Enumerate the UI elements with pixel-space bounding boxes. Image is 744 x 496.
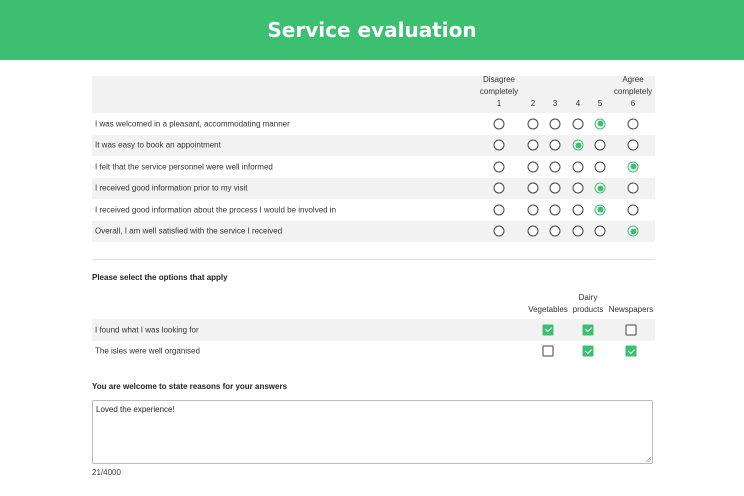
radio-option-6[interactable]	[628, 118, 639, 129]
radio-option-5[interactable]	[595, 183, 606, 194]
radio-option-5[interactable]	[595, 204, 606, 215]
col-header-1: Disagree completely 1	[479, 75, 519, 108]
radio-option-3[interactable]	[550, 183, 561, 194]
radio-option-5[interactable]	[595, 226, 606, 237]
header-bar	[0, 0, 744, 60]
reasons-textarea[interactable]	[92, 400, 653, 464]
radio-option-1[interactable]	[494, 183, 505, 194]
character-counter: 21/4000	[92, 468, 121, 477]
checkbox-newspapers[interactable]	[626, 324, 637, 335]
radio-option-1[interactable]	[494, 161, 505, 172]
radio-option-2[interactable]	[528, 204, 539, 215]
matrix-row-label: I received good information about the process I would be involved in	[95, 205, 337, 215]
radio-option-4[interactable]	[573, 118, 584, 129]
radio-option-6[interactable]	[628, 161, 639, 172]
radio-option-3[interactable]	[550, 161, 561, 172]
radio-option-5[interactable]	[595, 118, 606, 129]
radio-option-1[interactable]	[494, 140, 505, 151]
radio-option-2[interactable]	[528, 183, 539, 194]
radio-option-6[interactable]	[628, 226, 639, 237]
radio-option-3[interactable]	[550, 204, 561, 215]
matrix-row-label: Overall, I am well satisfied with the service I received	[95, 226, 283, 236]
matrix-row	[92, 199, 655, 221]
page-title: Service evaluation	[267, 18, 477, 42]
radio-option-1[interactable]	[494, 226, 505, 237]
options-row	[92, 319, 655, 341]
matrix-row-label: It was easy to book an appointment	[95, 140, 221, 150]
col-header-3: 3	[552, 99, 558, 108]
radio-option-6[interactable]	[628, 204, 639, 215]
section-divider	[92, 259, 655, 260]
radio-option-1[interactable]	[494, 118, 505, 129]
reasons-title: You are welcome to state reasons for your answers	[92, 382, 288, 391]
checkbox-newspapers[interactable]	[626, 346, 637, 357]
radio-option-4[interactable]	[573, 161, 584, 172]
checkbox-vegetables[interactable]	[543, 346, 554, 357]
radio-option-2[interactable]	[528, 161, 539, 172]
col-header-newspapers: Newspapers	[608, 305, 654, 314]
options-title: Please select the options that apply	[92, 273, 228, 282]
col-header-dairy: Dairy products	[572, 293, 604, 314]
resize-handle-icon[interactable]	[645, 456, 651, 462]
radio-option-1[interactable]	[494, 204, 505, 215]
checkbox-vegetables[interactable]	[543, 324, 554, 335]
matrix-header	[92, 76, 655, 113]
rating-matrix	[92, 76, 655, 242]
matrix-row-label: I was welcomed in a pleasant, accommodating manner	[95, 119, 290, 129]
matrix-row	[92, 221, 655, 243]
radio-option-5[interactable]	[595, 161, 606, 172]
matrix-row	[92, 178, 655, 200]
options-row	[92, 341, 655, 363]
radio-option-4[interactable]	[573, 204, 584, 215]
matrix-row	[92, 156, 655, 178]
radio-option-3[interactable]	[550, 226, 561, 237]
matrix-row-label: I received good information prior to my visit	[95, 183, 248, 193]
radio-option-3[interactable]	[550, 140, 561, 151]
options-row-label: The isles were well organised	[95, 346, 200, 356]
matrix-row	[92, 113, 655, 135]
radio-option-4[interactable]	[573, 226, 584, 237]
radio-option-6[interactable]	[628, 140, 639, 151]
options-header	[92, 292, 655, 319]
matrix-row	[92, 135, 655, 157]
radio-option-6[interactable]	[628, 183, 639, 194]
radio-option-4[interactable]	[573, 140, 584, 151]
options-row-label: I found what I was looking for	[95, 325, 199, 335]
checkbox-dairy[interactable]	[583, 324, 594, 335]
col-header-6: Agree completely 6	[613, 75, 653, 108]
matrix-row-label: I felt that the service personnel were well informed	[95, 162, 273, 172]
radio-option-5[interactable]	[595, 140, 606, 151]
checkbox-dairy[interactable]	[583, 346, 594, 357]
radio-option-2[interactable]	[528, 140, 539, 151]
col-header-vegetables: Vegetables	[528, 305, 568, 314]
col-header-5: 5	[597, 99, 603, 108]
options-matrix	[92, 292, 655, 362]
col-header-4: 4	[575, 99, 581, 108]
col-header-2: 2	[530, 99, 536, 108]
radio-option-3[interactable]	[550, 118, 561, 129]
radio-option-4[interactable]	[573, 183, 584, 194]
radio-option-2[interactable]	[528, 226, 539, 237]
radio-option-2[interactable]	[528, 118, 539, 129]
